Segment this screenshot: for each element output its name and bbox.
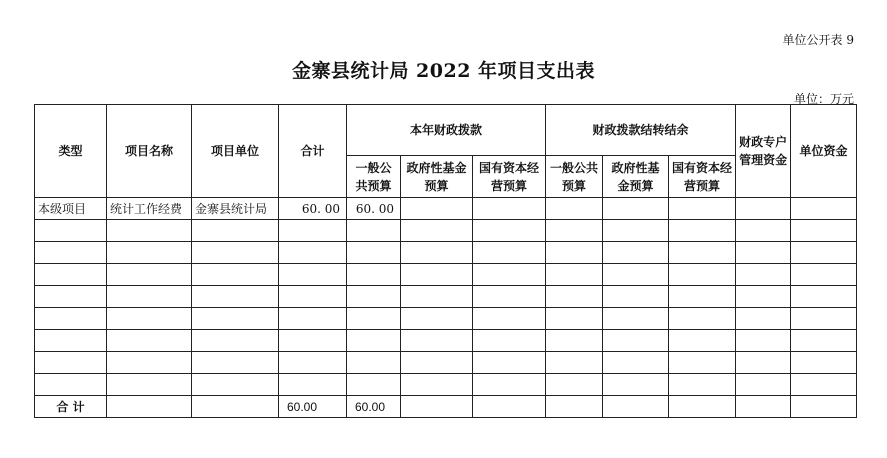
table-cell	[35, 308, 107, 330]
table-cell	[347, 330, 401, 352]
table-cell	[347, 242, 401, 264]
table-cell	[347, 352, 401, 374]
table-cell	[669, 286, 736, 308]
project-expenditure-table	[34, 104, 857, 418]
table-cell	[669, 308, 736, 330]
page-title: 金寨县统计局 2022 年项目支出表	[291, 60, 596, 82]
header-co-state-capital-budget: 国有资本经营预算	[669, 156, 736, 198]
table-cell	[603, 330, 669, 352]
header-co-gov-fund-budget: 政府性基金预算	[603, 156, 669, 198]
table-row	[35, 374, 857, 396]
table-cell	[473, 330, 546, 352]
table-cell	[347, 264, 401, 286]
table-cell	[107, 374, 192, 396]
table-row	[35, 286, 857, 308]
table-cell	[791, 330, 857, 352]
table-cell	[473, 396, 546, 418]
table-row	[35, 220, 857, 242]
table-cell	[192, 264, 279, 286]
table-row	[35, 264, 857, 286]
header-project-name: 项目名称	[107, 105, 192, 198]
table-cell	[546, 374, 603, 396]
table-cell	[107, 396, 192, 418]
table-cell	[279, 352, 347, 374]
table-cell	[603, 220, 669, 242]
table-cell	[107, 220, 192, 242]
table-cell	[401, 308, 473, 330]
table-cell	[473, 352, 546, 374]
table-cell	[546, 198, 603, 220]
table-cell	[473, 374, 546, 396]
table-cell	[401, 352, 473, 374]
table-cell	[192, 308, 279, 330]
table-cell: 统计工作经费	[107, 198, 192, 220]
header-cur-gov-fund-budget: 政府性基金预算	[401, 156, 473, 198]
table-cell	[736, 352, 791, 374]
table-cell	[791, 374, 857, 396]
table-cell	[736, 374, 791, 396]
table-cell	[473, 264, 546, 286]
table-cell	[546, 396, 603, 418]
table-cell	[401, 264, 473, 286]
table-cell	[791, 308, 857, 330]
table-cell	[791, 264, 857, 286]
table-cell	[401, 242, 473, 264]
table-cell	[791, 198, 857, 220]
table-row	[35, 330, 857, 352]
table-cell	[791, 242, 857, 264]
table-row	[35, 242, 857, 264]
table-cell	[192, 352, 279, 374]
table-cell	[669, 330, 736, 352]
table-cell	[736, 264, 791, 286]
table-cell	[603, 352, 669, 374]
table-cell	[192, 242, 279, 264]
table-cell	[279, 242, 347, 264]
table-cell	[192, 220, 279, 242]
table-cell	[669, 220, 736, 242]
table-cell	[669, 242, 736, 264]
header-total: 合计	[279, 105, 347, 198]
table-cell	[603, 374, 669, 396]
table-row	[35, 198, 857, 220]
table-cell	[401, 396, 473, 418]
header-type: 类型	[35, 105, 107, 198]
table-cell	[791, 352, 857, 374]
table-cell	[473, 242, 546, 264]
table-cell	[107, 352, 192, 374]
table-cell	[669, 352, 736, 374]
table-cell: 本级项目	[35, 198, 107, 220]
header-cur-general-budget: 一般公共预算	[347, 156, 401, 198]
table-cell	[736, 220, 791, 242]
header-unit-funds: 单位资金	[791, 105, 857, 198]
table-number-label: 单位公开表 9	[782, 33, 854, 47]
table-cell	[546, 352, 603, 374]
table-row	[35, 308, 857, 330]
unit-label: 单位：万元	[793, 92, 854, 106]
total-row	[35, 396, 857, 418]
table-cell	[279, 264, 347, 286]
table-cell	[736, 242, 791, 264]
table-cell	[401, 374, 473, 396]
table-cell	[669, 198, 736, 220]
table-cell	[736, 308, 791, 330]
table-cell	[107, 264, 192, 286]
table-cell	[401, 330, 473, 352]
table-cell	[473, 220, 546, 242]
table-cell	[546, 242, 603, 264]
table-cell	[192, 330, 279, 352]
table-cell	[401, 286, 473, 308]
total-row-general-budget: 60.00	[347, 396, 401, 418]
table-cell	[603, 198, 669, 220]
table-cell	[791, 396, 857, 418]
table-cell	[347, 286, 401, 308]
table-cell	[546, 330, 603, 352]
table-cell	[107, 308, 192, 330]
table-cell	[192, 374, 279, 396]
total-row-total: 60.00	[279, 396, 347, 418]
table-cell	[736, 330, 791, 352]
table-cell	[279, 330, 347, 352]
table-cell	[791, 220, 857, 242]
table-cell	[192, 286, 279, 308]
table-cell	[192, 396, 279, 418]
table-cell	[546, 264, 603, 286]
table-cell	[473, 286, 546, 308]
table-cell	[35, 242, 107, 264]
table-cell	[347, 220, 401, 242]
table-cell	[401, 198, 473, 220]
table-cell	[35, 264, 107, 286]
header-cur-state-capital-budget: 国有资本经营预算	[473, 156, 546, 198]
table-cell	[35, 352, 107, 374]
header-carryover: 财政拨款结转结余	[546, 105, 736, 156]
header-project-unit: 项目单位	[192, 105, 279, 198]
table-cell	[401, 220, 473, 242]
table-cell	[107, 286, 192, 308]
total-row-label: 合 计	[35, 396, 107, 418]
header-co-general-budget: 一般公共预算	[546, 156, 603, 198]
table-cell	[736, 198, 791, 220]
table-cell	[603, 396, 669, 418]
table-cell	[603, 286, 669, 308]
table-cell	[603, 308, 669, 330]
table-cell	[35, 330, 107, 352]
table-cell	[279, 286, 347, 308]
table-cell	[35, 220, 107, 242]
table-cell	[107, 242, 192, 264]
table-cell: 金寨县统计局	[192, 198, 279, 220]
header-special-account-funds: 财政专户管理资金	[736, 105, 791, 198]
table-cell	[546, 286, 603, 308]
table-row	[35, 352, 857, 374]
table-cell: 60. 00	[279, 198, 347, 220]
table-cell	[736, 396, 791, 418]
table-cell	[736, 286, 791, 308]
table-cell	[279, 308, 347, 330]
table-cell	[279, 220, 347, 242]
table-cell	[603, 264, 669, 286]
table-cell	[546, 308, 603, 330]
table-cell	[107, 330, 192, 352]
table-cell	[669, 264, 736, 286]
header-current-year-appropriation: 本年财政拨款	[347, 105, 546, 156]
table-cell: 60. 00	[347, 198, 401, 220]
table-cell	[35, 374, 107, 396]
table-cell	[35, 286, 107, 308]
table-cell	[669, 374, 736, 396]
table-cell	[791, 286, 857, 308]
table-cell	[546, 220, 603, 242]
table-cell	[347, 374, 401, 396]
table-cell	[279, 374, 347, 396]
table-cell	[473, 308, 546, 330]
table-cell	[669, 396, 736, 418]
table-cell	[473, 198, 546, 220]
table-cell	[347, 308, 401, 330]
table-cell	[603, 242, 669, 264]
